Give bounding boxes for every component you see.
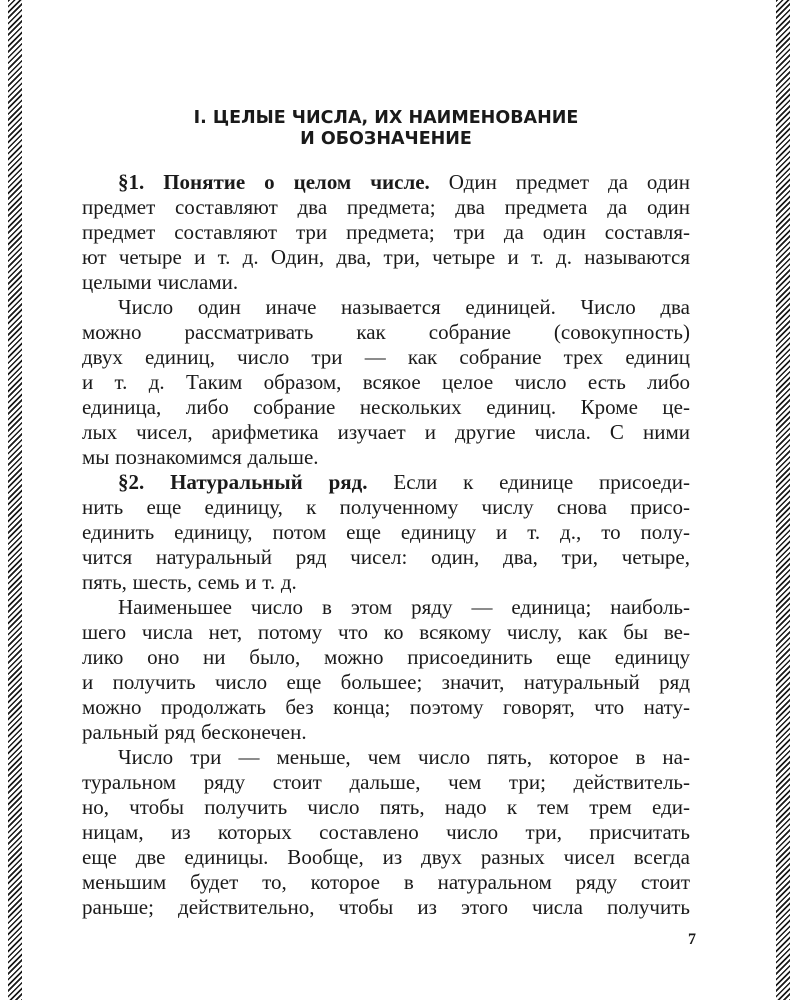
chapter-title-line-2: И ОБОЗНАЧЕНИЕ bbox=[300, 129, 472, 149]
text-line: единица, либо собрание нескольких единиц. Кроме це- bbox=[82, 395, 690, 419]
text-line: лых чисел, арифметика изучает и другие числа. С ними bbox=[82, 420, 690, 444]
paragraph-4 bbox=[82, 595, 690, 745]
text-line: единить единицу, потом еще единицу и т. д., то полу- bbox=[82, 520, 690, 544]
section-heading-1: §1. Понятие о целом числе. bbox=[118, 170, 430, 194]
decorative-border-right bbox=[776, 0, 790, 1000]
text-line: еще две единицы. Вообще, из двух разных чисел всегда bbox=[82, 845, 690, 869]
chapter-title bbox=[82, 108, 690, 150]
text-line: Число три — меньше, чем число пять, которое в на- bbox=[118, 745, 690, 769]
text-line: шего числа нет, потому что ко всякому числу, как бы ве- bbox=[82, 620, 690, 644]
page-number: 7 bbox=[688, 931, 696, 948]
paragraph-5 bbox=[82, 745, 690, 920]
text-line: но, чтобы получить число пять, надо к тем трем еди- bbox=[82, 795, 690, 819]
text-line: можно рассматривать как собрание (совокупность) bbox=[82, 320, 690, 344]
body-text bbox=[82, 170, 690, 920]
text-line-segment: Один предмет да один bbox=[429, 170, 690, 194]
decorative-border-left bbox=[8, 0, 22, 1000]
text-line: ницам, из которых составлено число три, присчитать bbox=[82, 820, 690, 844]
text-line: раньше; действительно, чтобы из этого числа получить bbox=[82, 895, 690, 919]
text-line: лико оно ни было, можно присоединить еще единицу bbox=[82, 645, 690, 669]
text-line: можно продолжать без конца; поэтому говорят, что нату- bbox=[82, 695, 690, 719]
text-line: ральный ряд бесконечен. bbox=[82, 720, 307, 744]
book-page bbox=[82, 108, 690, 920]
paragraph-2 bbox=[82, 295, 690, 470]
paragraph-1 bbox=[82, 170, 690, 295]
text-line: предмет составляют три предмета; три да один составля- bbox=[82, 220, 690, 244]
text-line-segment: Если к единице присоеди- bbox=[367, 470, 690, 494]
text-line: двух единиц, число три — как собрание трех единиц bbox=[82, 345, 690, 369]
text-line: нить еще единицу, к полученному числу снова присо- bbox=[82, 495, 690, 519]
text-line: и т. д. Таким образом, всякое целое число есть либо bbox=[82, 370, 690, 394]
text-line: туральном ряду стоит дальше, чем три; действитель- bbox=[82, 770, 690, 794]
paragraph-3 bbox=[82, 470, 690, 595]
text-line: меньшим будет то, которое в натуральном ряду стоит bbox=[82, 870, 690, 894]
text-line: Наименьшее число в этом ряду — единица; наиболь- bbox=[118, 595, 690, 619]
text-line: и получить число еще большее; значит, натуральный ряд bbox=[82, 670, 690, 694]
section-heading-2: §2. Натуральный ряд. bbox=[118, 470, 368, 494]
text-line: Число один иначе называется единицей. Число два bbox=[118, 295, 690, 319]
text-line: целыми числами. bbox=[82, 270, 239, 294]
text-line: предмет составляют два предмета; два предмета да один bbox=[82, 195, 690, 219]
text-line: мы познакомимся дальше. bbox=[82, 445, 319, 469]
text-line bbox=[82, 170, 690, 195]
text-line bbox=[82, 470, 690, 495]
text-line: пять, шесть, семь и т. д. bbox=[82, 570, 297, 594]
text-line: чится натуральный ряд чисел: один, два, три, четыре, bbox=[82, 545, 690, 569]
text-line: ют четыре и т. д. Один, два, три, четыре и т. д. называются bbox=[82, 245, 690, 269]
chapter-title-line-1: I. ЦЕЛЫЕ ЧИСЛА, ИХ НАИМЕНОВАНИЕ bbox=[193, 108, 579, 128]
